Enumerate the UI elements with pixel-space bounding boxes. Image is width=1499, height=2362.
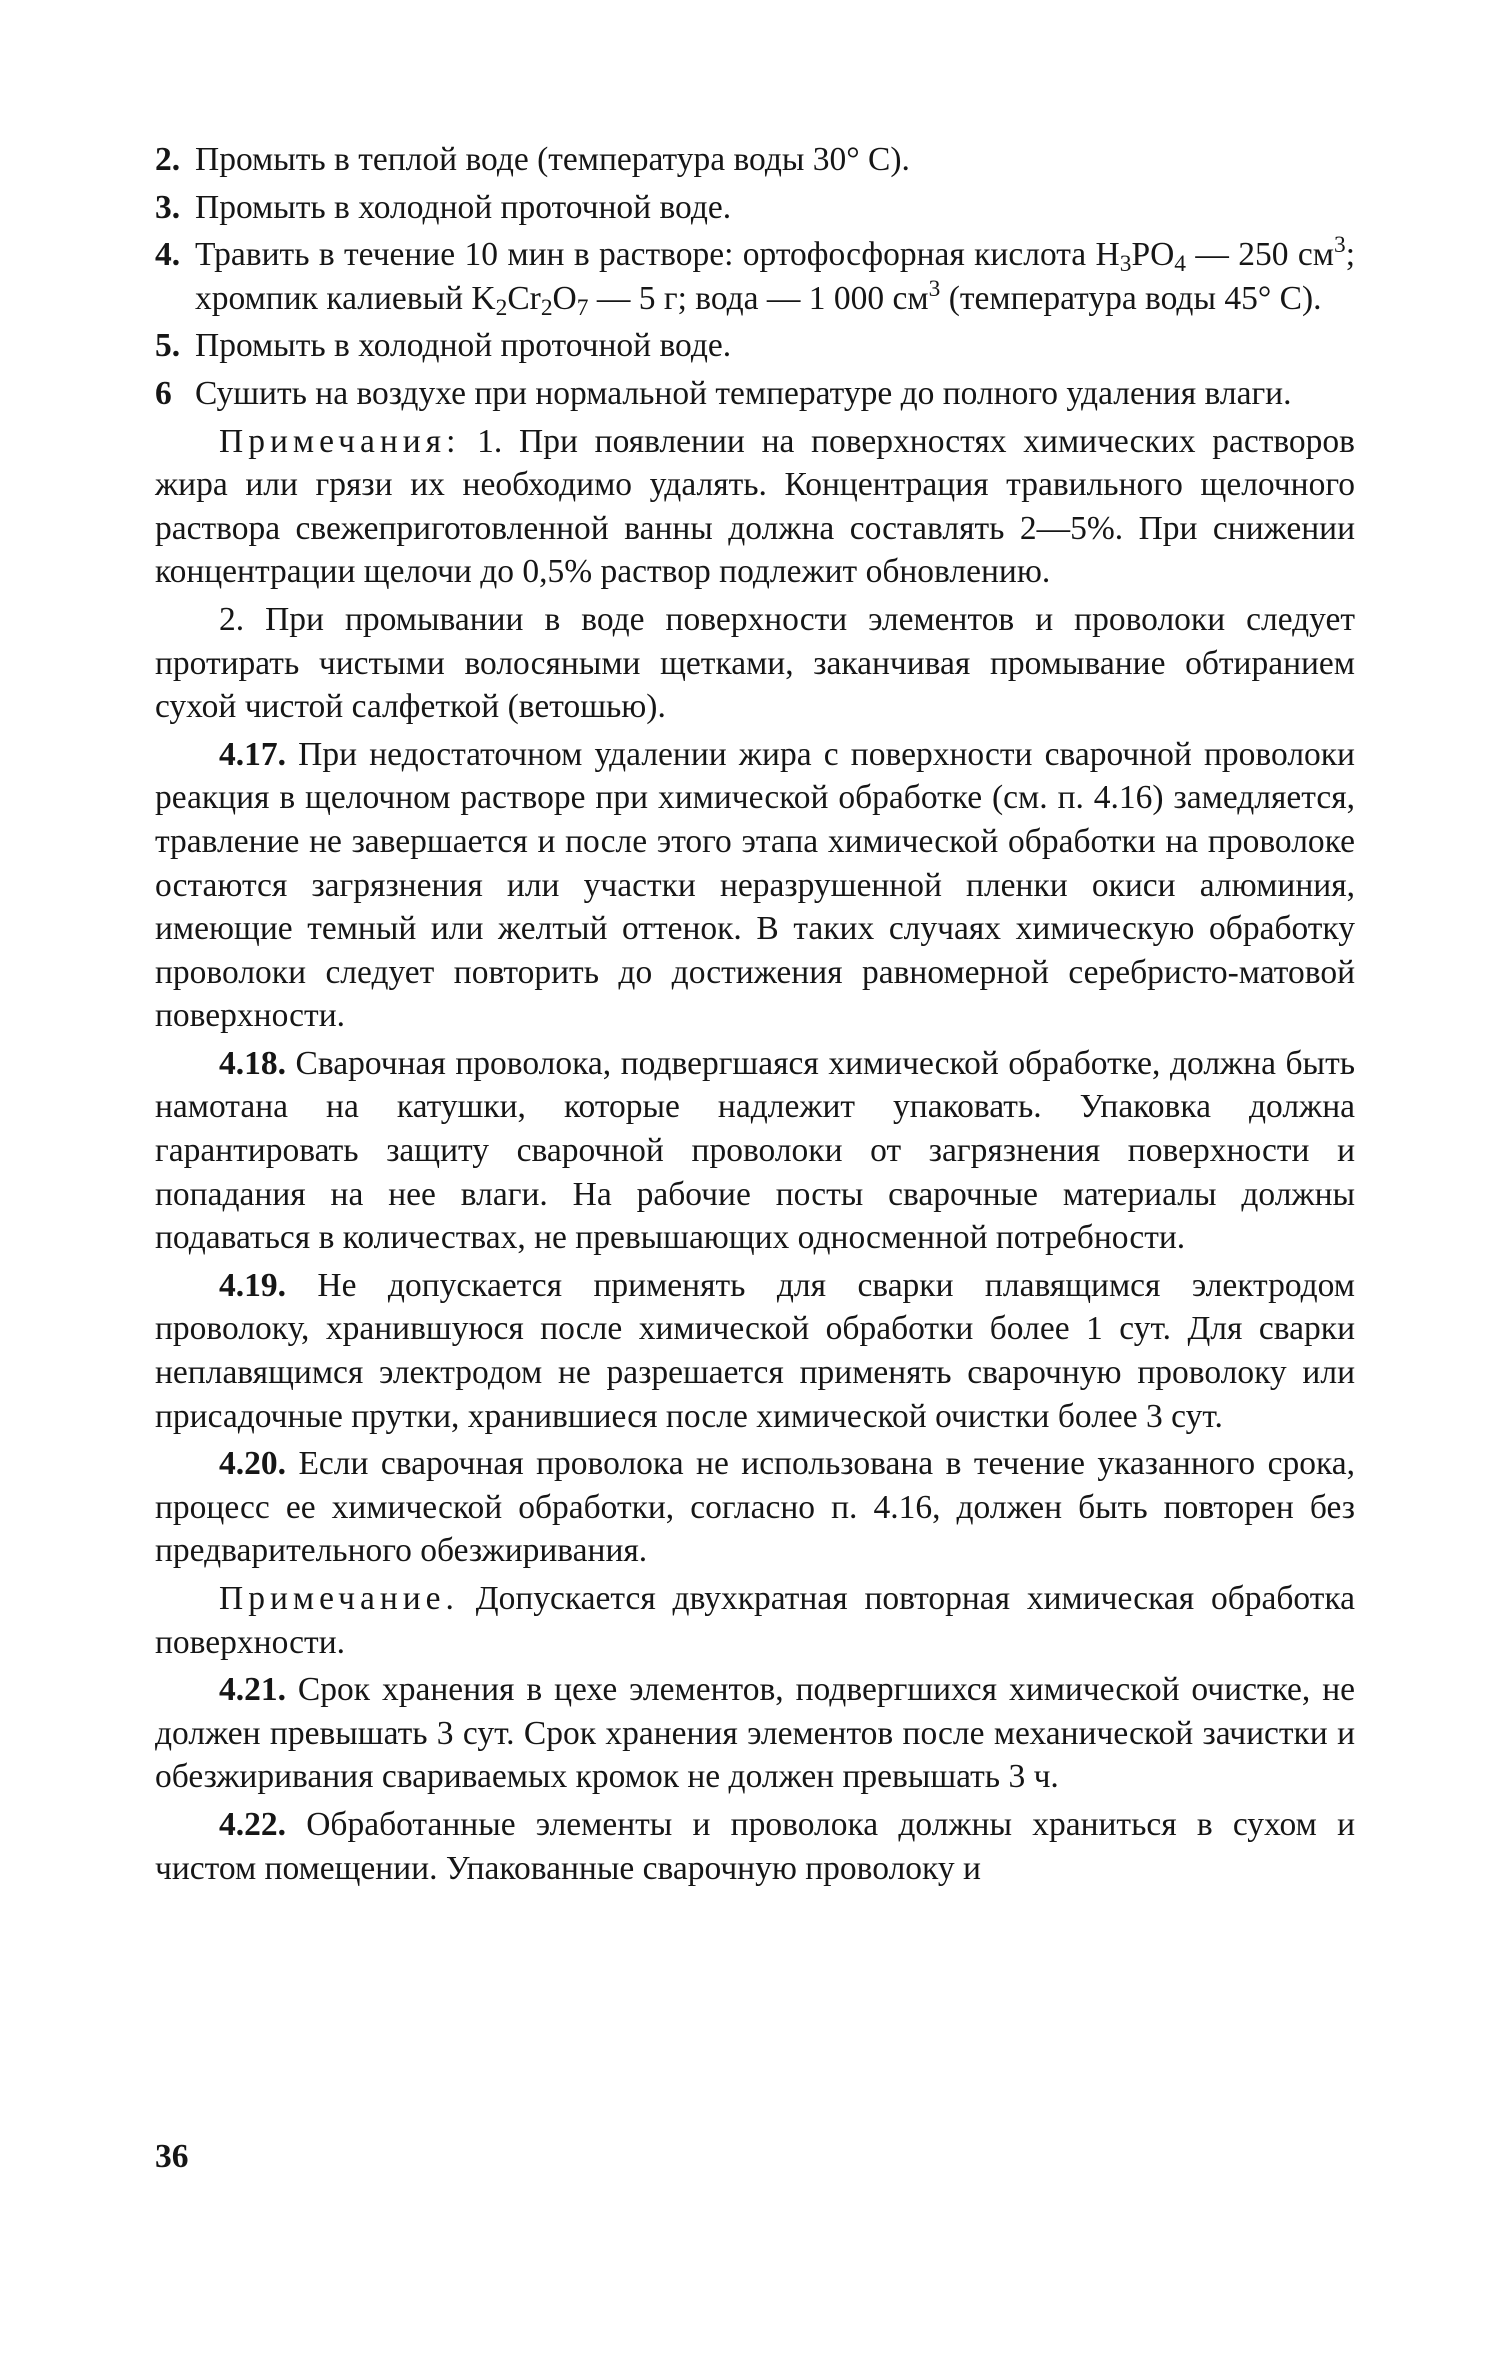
section-4-18 — [155, 1042, 1355, 1260]
note-text: Допускается двухкратная повторная химическая обработка поверхности. — [155, 1580, 1355, 1661]
section-number: 4.20. — [219, 1445, 286, 1483]
step-text: Промыть в теплой воде (температура воды 30° С). — [195, 141, 910, 178]
page-number: 36 — [155, 2138, 189, 2175]
step-text: Промыть в холодной проточной воде. — [195, 188, 732, 226]
step-text-part: PO — [1131, 236, 1175, 274]
section-number: 4.19. — [219, 1266, 286, 1304]
notes-paragraph-2: 2. При промывании в воде поверхности элементов и проволоки следует протирать чистыми волосяными щетками, заканчивая промывание обтиранием сухой чистой салфеткой (ветошью). — [155, 600, 1355, 726]
step-text-part: — 250 см — [1186, 236, 1334, 274]
section-4-20 — [155, 1442, 1355, 1573]
step-text-part: ; хромпик калиевый K — [195, 236, 1355, 317]
step-6 — [155, 372, 1355, 416]
section-4-19 — [155, 1264, 1355, 1438]
section-text: Если сварочная проволока не использована в течение указанного срока, процесс ее химической обработки, согласно п. 4.16, должен быть повторен без предварительного обезжиривания. — [155, 1445, 1355, 1570]
section-number: 4.17. — [219, 735, 286, 773]
step-number: 6 — [155, 374, 172, 412]
notes-label: Примечания: — [219, 422, 461, 460]
section-4-21 — [155, 1668, 1355, 1799]
step-text-part: — 5 г; вода — 1 000 см — [588, 279, 929, 317]
step-number: 3. — [155, 188, 181, 226]
section-text: Срок хранения в цехе элементов, подвергшихся химической очистке, не должен превышать 3 сут. Срок хранения элементов после механической зачистки и обезжиривания свариваемых кромок не должен превышать 3 ч. — [155, 1671, 1355, 1796]
section-text: Обработанные элементы и проволока должны храниться в сухом и чистом помещении. Упакованные сварочную проволоку и — [155, 1805, 1355, 1887]
subscript: 3 — [1119, 251, 1132, 278]
section-4-22 — [155, 1803, 1355, 1890]
step-3 — [155, 186, 1355, 230]
subscript: 4 — [1174, 251, 1187, 278]
step-text-part: (температура воды 45° С). — [940, 279, 1322, 317]
subscript: 2 — [495, 294, 508, 321]
superscript: 3 — [1333, 232, 1346, 259]
step-2 — [155, 138, 1355, 182]
section-4-17 — [155, 733, 1355, 1038]
step-5 — [155, 324, 1355, 368]
section-text: Сварочная проволока, подвергшаяся химической обработке, должна быть намотана на катушки, которые надлежит упаковать. Упаковка должна гарантировать защиту сварочной проволоки от загрязнения поверхности и попадания на нее влаги. На рабочие посты сварочные материалы должны подаваться в количествах, не превышающих односменной потребности. — [155, 1044, 1355, 1257]
subscript: 2 — [540, 294, 553, 321]
section-text: Не допускается применять для сварки плавящимся электродом проволоку, хранившуюся после химической обработки более 1 сут. Для сварки неплавящимся электродом не разрешается применять сварочную проволоку или присадочные прутки, хранившиеся после химической очистки более 3 сут. — [155, 1266, 1355, 1435]
step-number: 4. — [155, 236, 181, 274]
section-text: При недостаточном удалении жира с поверхности сварочной проволоки реакция в щелочном растворе при химической обработке (см. п. 4.16) замедляется, травление не завершается и после этого этапа химической обработки на проволоке остаются загрязнения или участки неразрушенной пленки окиси алюминия, имеющие темный или желтый оттенок. В таких случаях химическую обработку проволоки следует повторить до достижения равномерной серебристо-матовой поверхности. — [155, 735, 1355, 1035]
note-paragraph — [155, 1577, 1355, 1664]
step-text-part: Cr — [507, 279, 541, 317]
step-text-part: Травить в течение 10 мин в растворе: ортофосфорная кислота H — [195, 236, 1120, 274]
notes-paragraph-1 — [155, 420, 1355, 594]
section-number: 4.18. — [219, 1044, 286, 1082]
step-number: 5. — [155, 327, 181, 365]
section-number: 4.21. — [219, 1671, 286, 1709]
superscript: 3 — [928, 275, 941, 302]
step-number: 2. — [155, 141, 181, 178]
step-4 — [155, 233, 1355, 320]
step-text-part: O — [552, 279, 577, 317]
step-text: Промыть в холодной проточной воде. — [195, 327, 732, 365]
note-label: Примечание. — [219, 1580, 459, 1617]
subscript: 7 — [576, 294, 589, 321]
section-number: 4.22. — [219, 1805, 286, 1843]
step-text: Сушить на воздухе при нормальной температуре до полного удаления влаги. — [195, 374, 1292, 412]
document-page — [155, 138, 1355, 1894]
notes-text: 1. При появлении на поверхностях химических растворов жира или грязи их необходимо удалять. Концентрация травильного щелочного раствора свежеприготовленной ванны должна составлять 2—5%. При снижении концентрации щелочи до 0,5% раствор подлежит обновлению. — [155, 422, 1355, 591]
